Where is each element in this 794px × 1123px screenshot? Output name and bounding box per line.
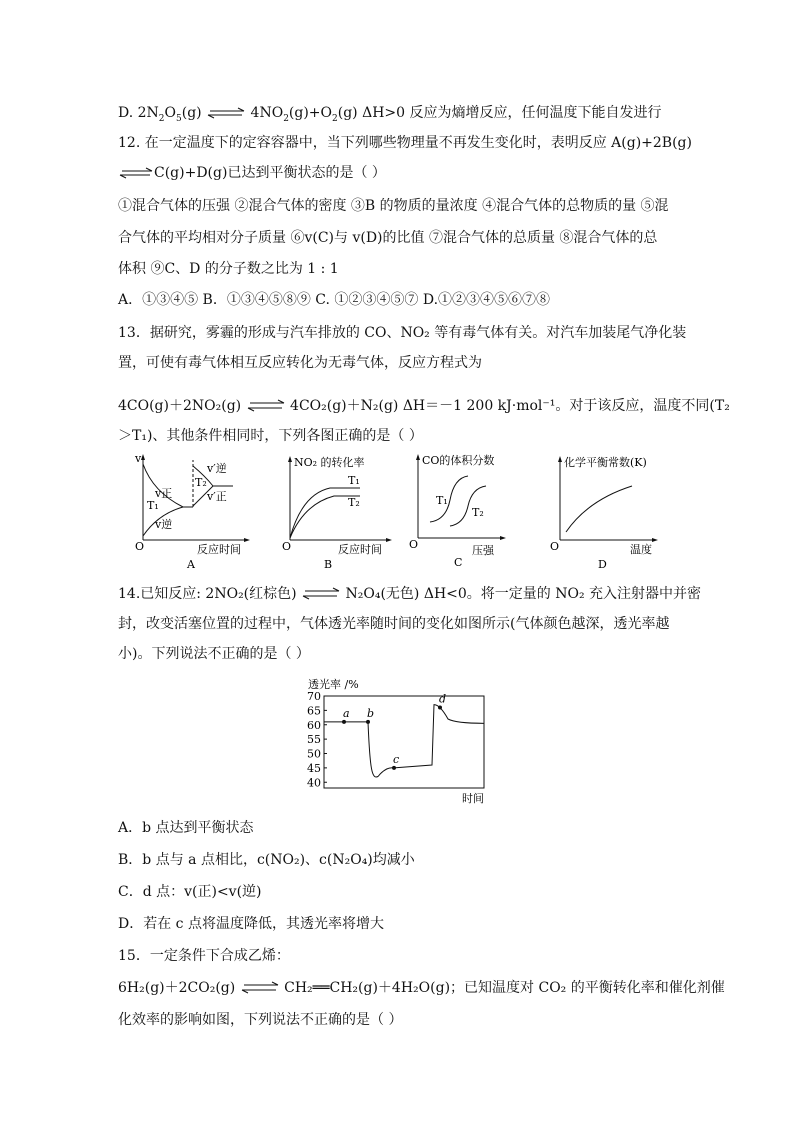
svg-text:NO₂ 的转化率: NO₂ 的转化率 (294, 456, 365, 469)
y-tick-label: 55 (307, 733, 321, 747)
point-d (438, 706, 442, 710)
chart-xlabel: 时间 (462, 792, 484, 805)
y-tick-label: 60 (307, 718, 321, 732)
svg-text:T₁: T₁ (436, 494, 448, 507)
svg-text:v: v (135, 452, 142, 465)
q12-line1: 12. 在一定温度下的定容容器中，当下列哪些物理量不再发生变化时，表明反应 A(g)+2B(g) (118, 135, 692, 151)
figure-d (548, 452, 668, 572)
svg-text:化学平衡常数(K): 化学平衡常数(K) (564, 456, 647, 469)
q14-option-a: A．b 点达到平衡状态 (118, 820, 254, 836)
svg-text:v′正: v′正 (207, 490, 227, 503)
svg-text:v逆: v逆 (155, 518, 173, 531)
q14-equation: 14.已知反应: 2NO₂(红棕色) N₂O₄(无色) ΔH<0。将一定量的 NO₂ 充入注射器中并密 (118, 586, 702, 602)
q15-line1: 15．一定条件下合成乙烯： (118, 948, 290, 964)
q12-line3: ①混合气体的压强 ②混合气体的密度 ③B 的物质的量浓度 ④混合气体的总物质的量 ⑤混 (118, 198, 669, 214)
svg-text:O: O (409, 538, 419, 551)
y-tick-label: 65 (307, 704, 321, 718)
svg-text:A: A (187, 558, 195, 571)
svg-text:T₂: T₂ (195, 476, 207, 489)
transmittance-chart (300, 676, 500, 806)
q15-equation: 6H₂(g)＋2CO₂(g) CH₂══CH₂(g)＋4H₂O(g)；已知温度对 CO₂ 的平衡转化率和催化剂催 (118, 980, 725, 996)
q12-line4: 合气体的平均相对分子质量 ⑥v(C)与 v(D)的比值 ⑦混合气体的总质量 ⑧混合气体的总 (118, 230, 658, 246)
point-a (342, 720, 346, 724)
point-label-d: d (439, 692, 447, 706)
svg-text:T₁: T₁ (348, 474, 360, 487)
svg-text:C: C (454, 556, 463, 569)
point-label-b: b (367, 706, 375, 720)
figure-a (133, 452, 253, 572)
svg-text:温度: 温度 (630, 543, 652, 556)
equilibrium-arrow-icon (206, 107, 246, 119)
q13-line1: 13．据研究，雾霾的形成与汽车排放的 CO、NO₂ 等有毒气体有关。对汽车加装尾气净化装 (118, 325, 687, 341)
svg-text:CO的体积分数: CO的体积分数 (422, 454, 495, 467)
point-c (392, 766, 396, 770)
svg-text:T₂: T₂ (348, 496, 360, 509)
q14-option-b: B．b 点与 a 点相比，c(NO₂)、c(N₂O₄)均减小 (118, 852, 415, 868)
q14-line2: 封，改变活塞位置的过程中，气体透光率随时间的变化如图所示(气体颜色越深，透光率越 (118, 616, 670, 632)
equilibrium-arrow-icon (118, 167, 154, 179)
q12-options: A．①③④⑤ B．①③④⑤⑧⑨ C. ①②③④⑤⑦ D.①②③④⑤⑥⑦⑧ (118, 292, 551, 308)
q11-option-d: D. $2N_2O_5(g)$ $4NO_2(g)+O_2(g)$ ΔH>0 反应为熵增反应，任何温度下能自发进行 (118, 105, 662, 124)
q13-line2: 置，可使有毒气体相互反应转化为无毒气体，反应方程式为 (118, 355, 482, 371)
y-tick-label: 40 (307, 776, 321, 790)
q12-line5: 体积 ⑨C、D 的分子数之比为 1 : 1 (118, 261, 339, 277)
q12-line2: C(g)+D(g)已达到平衡状态的是（ ） (118, 163, 386, 183)
q14-option-c: C．d 点：v(正)<v(逆) (118, 884, 262, 900)
q14-option-d: D．若在 c 点将温度降低，其透光率将增大 (118, 916, 384, 932)
q14-line3: 小)。下列说法不正确的是（ ） (118, 646, 310, 662)
equilibrium-arrow-icon (246, 399, 286, 413)
equilibrium-arrow-icon (301, 587, 341, 601)
svg-text:反应时间: 反应时间 (338, 543, 382, 556)
svg-text:v正: v正 (155, 487, 173, 500)
svg-text:O: O (550, 540, 560, 553)
point-label-c: c (393, 752, 400, 766)
y-tick-label: 70 (307, 690, 321, 703)
svg-text:反应时间: 反应时间 (197, 543, 241, 556)
svg-text:T₁: T₁ (147, 499, 159, 512)
chart-ylabel: 透光率 /% (308, 678, 359, 691)
figure-b (280, 452, 400, 572)
point-b (366, 720, 370, 724)
svg-text:D: D (598, 558, 607, 571)
svg-text:O: O (135, 540, 145, 553)
svg-text:v′逆: v′逆 (207, 462, 227, 475)
svg-text:压强: 压强 (472, 544, 494, 557)
svg-text:B: B (324, 558, 333, 571)
q13-equation: 4CO(g)＋2NO₂(g) 4CO₂(g)＋N₂(g) ΔH＝－1 200 kJ·mol⁻¹。对于该反应，温度不同(T₂ (118, 398, 730, 414)
figure-c (406, 450, 516, 572)
y-tick-label: 50 (307, 747, 321, 761)
svg-text:T₂: T₂ (472, 506, 484, 519)
svg-text:O: O (282, 540, 292, 553)
q15-line3: 化效率的影响如图，下列说法不正确的是（ ） (118, 1012, 403, 1028)
point-label-a: a (343, 706, 350, 720)
q13-line4: ＞T₁)、其他条件相同时，下列各图正确的是（ ） (118, 428, 423, 444)
y-tick-label: 45 (307, 761, 321, 775)
equilibrium-arrow-icon (240, 981, 280, 995)
